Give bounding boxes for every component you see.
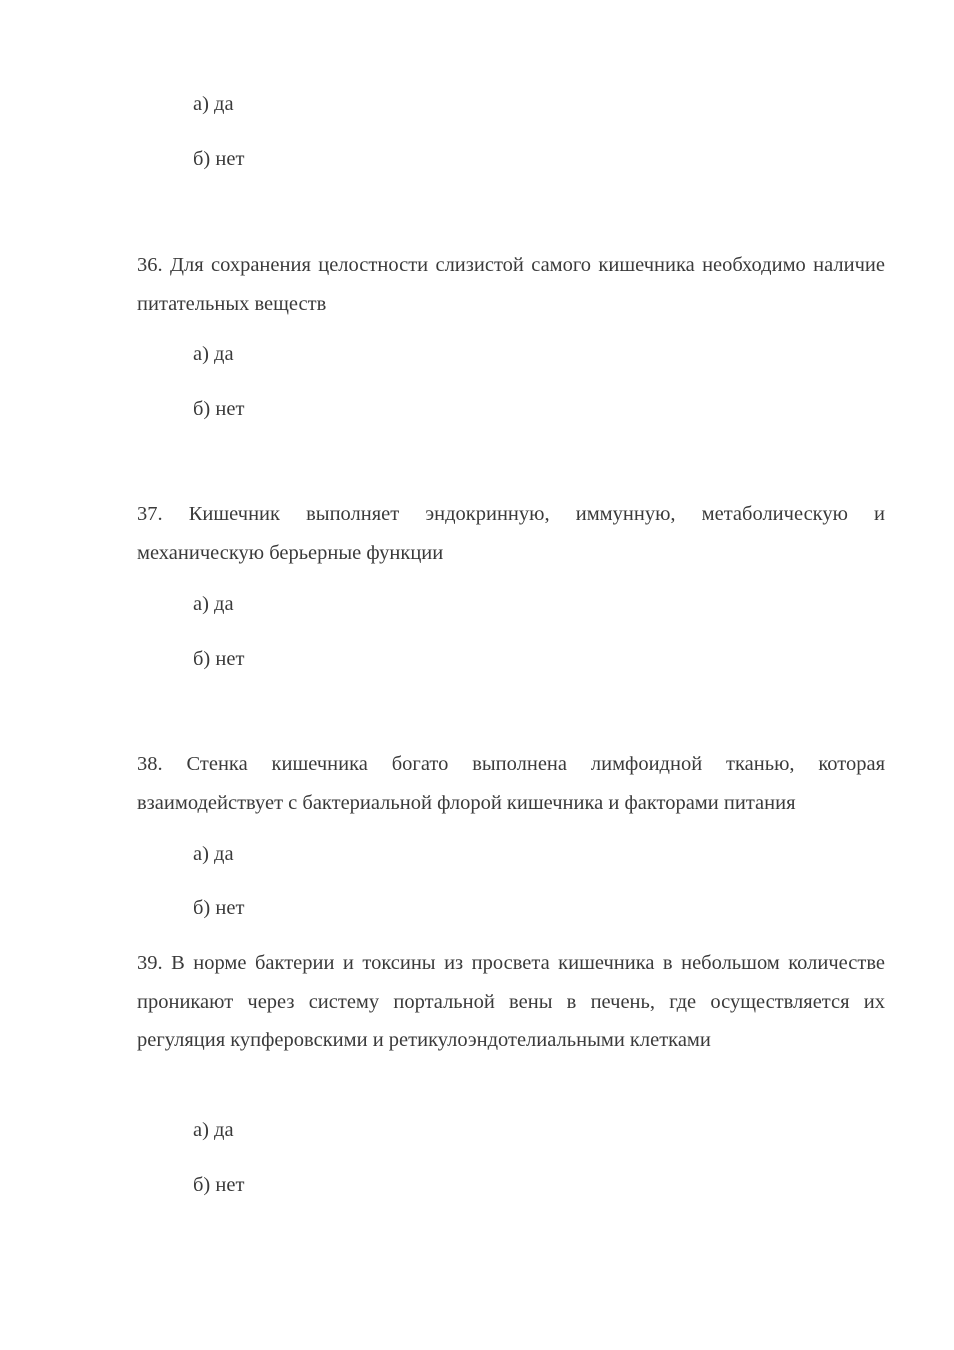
- question-36: [137, 246, 885, 323]
- option-b-q37: б) нет: [193, 648, 245, 670]
- question-37: [137, 495, 885, 572]
- option-b-q35: б) нет: [193, 148, 245, 170]
- option-a-q39: а) да: [193, 1119, 234, 1141]
- option-b-q39: б) нет: [193, 1174, 245, 1196]
- option-b-q38: б) нет: [193, 897, 245, 919]
- question-38: [137, 745, 885, 822]
- option-a-q38: а) да: [193, 843, 234, 865]
- question-38-text: 38. Стенка кишечника богато выполнена лимфоидной тканью, которая взаимодействует с бактериальной флорой кишечника и факторами питания: [137, 753, 885, 814]
- option-a-q35: а) да: [193, 93, 234, 115]
- option-a-q36: а) да: [193, 343, 234, 365]
- question-36-text: 36. Для сохранения целостности слизистой самого кишечника необходимо наличие питательных веществ: [137, 254, 885, 315]
- question-39: [137, 944, 885, 1060]
- question-37-text: 37. Кишечник выполняет эндокринную, иммунную, метаболическую и механическую берьерные функции: [137, 503, 885, 564]
- option-a-q37: а) да: [193, 593, 234, 615]
- question-39-text: 39. В норме бактерии и токсины из просвета кишечника в небольшом количестве проникают через систему портальной вены в печень, где осуществляется их регуляция купферовскими и ретикулоэндотелиальными клетками: [137, 952, 885, 1051]
- option-b-q36: б) нет: [193, 398, 245, 420]
